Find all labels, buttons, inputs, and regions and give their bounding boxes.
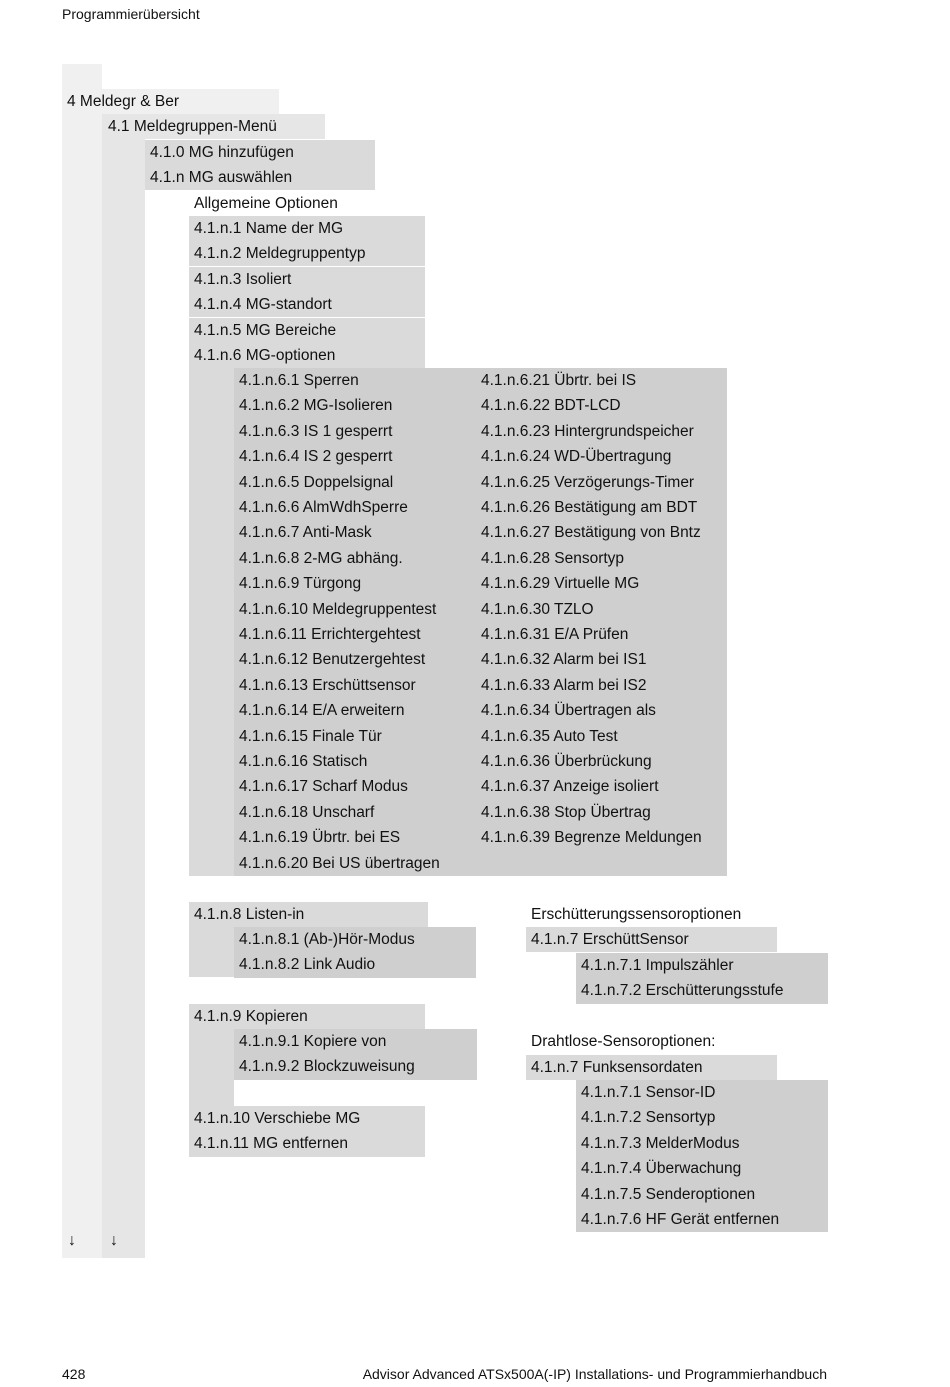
mg-option: 4.1.n.6.19 Übrtr. bei ES	[239, 829, 401, 847]
mg-option: 4.1.n.6.21 Übrtr. bei IS	[481, 372, 637, 389]
mg-option: 4.1.n.6.1 Sperren	[239, 372, 359, 389]
general-option: 4.1.n.1 Name der MG	[189, 216, 425, 241]
mg-option: 4.1.n.6.28 Sensortyp	[481, 549, 625, 567]
down-arrow-icon: ↓	[110, 1232, 118, 1249]
mg-option: 4.1.n.6.15 Finale Tür	[239, 727, 382, 745]
listen-in: 4.1.n.8 Listen-in	[189, 902, 428, 927]
wireless-option: 4.1.n.7.5 Senderoptionen	[581, 1185, 756, 1203]
mg-option: 4.1.n.6.4 IS 2 gesperrt	[239, 448, 393, 466]
mg-option: 4.1.n.6.32 Alarm bei IS1	[481, 651, 647, 669]
mg-option: 4.1.n.6.9 Türgong	[239, 575, 362, 593]
general-option: 4.1.n.2 Meldegruppentyp	[189, 241, 425, 266]
menu-root: 4 Meldegr & Ber	[62, 89, 279, 114]
wireless-option: 4.1.n.7.4 Überwachung	[581, 1160, 742, 1178]
general-option: 4.1.n.3 Isoliert	[189, 267, 425, 292]
shock-option: 4.1.n.7.2 Erschütterungsstufe	[581, 982, 784, 1000]
copy: 4.1.n.9 Kopieren	[189, 1004, 425, 1029]
wireless-option: 4.1.n.7.2 Sensortyp	[581, 1109, 716, 1127]
copy-option: 4.1.n.9.2 Blockzuweisung	[239, 1058, 415, 1076]
mg-option: 4.1.n.6.14 E/A erweitern	[239, 702, 405, 720]
mg-option: 4.1.n.6.17 Scharf Modus	[239, 778, 408, 796]
level1-bar	[102, 114, 145, 1258]
mg-option: 4.1.n.6.8 2-MG abhäng.	[239, 549, 403, 567]
level2-bar	[189, 368, 234, 876]
mg-option: 4.1.n.6.18 Unscharf	[239, 803, 375, 821]
level2-bar-listen	[189, 927, 234, 977]
mg-option: 4.1.n.6.35 Auto Test	[481, 727, 618, 745]
mg-option: 4.1.n.6.24 WD-Übertragung	[481, 448, 672, 466]
wireless-option: 4.1.n.7.6 HF Gerät entfernen	[581, 1211, 780, 1228]
mg-option: 4.1.n.6.36 Überbrückung	[481, 753, 652, 770]
mg-option: 4.1.n.6.2 MG-Isolieren	[239, 397, 393, 415]
mg-option: 4.1.n.6.37 Anzeige isoliert	[481, 778, 659, 796]
level0-bar	[62, 64, 102, 1258]
level2-bar-copy	[189, 1029, 234, 1106]
mg-option: 4.1.n.6.16 Statisch	[239, 753, 368, 770]
wireless-option: 4.1.n.7.3 MelderModus	[581, 1134, 740, 1152]
mg-option: 4.1.n.6.12 Benutzergehtest	[239, 651, 426, 669]
general-heading: Allgemeine Optionen	[194, 195, 338, 212]
mg-option: 4.1.n.6.11 Errichtergehtest	[239, 626, 421, 643]
mg-option: 4.1.n.6.7 Anti-Mask	[239, 524, 372, 542]
mg-option: 4.1.n.6.5 Doppelsignal	[239, 473, 394, 491]
shock-option: 4.1.n.7.1 Impulszähler	[581, 957, 734, 974]
shock-heading: Erschütterungssensoroptionen	[531, 906, 742, 923]
menu-sub: 4.1 Meldegruppen-Menü	[103, 114, 325, 139]
mg-option: 4.1.n.6.30 TZLO	[481, 600, 594, 618]
shock-sensor: 4.1.n.7 ErschüttSensor	[526, 927, 777, 952]
page-header: Programmierübersicht	[62, 6, 200, 22]
mg-option: 4.1.n.6.10 Meldegruppentest	[239, 600, 437, 618]
general-option: 4.1.n.5 MG Bereiche	[189, 318, 425, 343]
mg-option: 4.1.n.6.33 Alarm bei IS2	[481, 676, 647, 694]
mg-option: 4.1.n.6.25 Verzögerungs-Timer	[481, 473, 695, 491]
remove-mg: 4.1.n.11 MG entfernen	[189, 1131, 425, 1157]
page-number: 428	[62, 1366, 86, 1382]
listen-option: 4.1.n.8.2 Link Audio	[239, 956, 376, 974]
listen-option: 4.1.n.8.1 (Ab-)Hör-Modus	[239, 931, 415, 948]
copy-option: 4.1.n.9.1 Kopiere von	[239, 1033, 387, 1050]
menu-add: 4.1.0 MG hinzufügen	[145, 140, 375, 165]
general-option: 4.1.n.4 MG-standort	[189, 292, 425, 317]
mg-option: 4.1.n.6.20 Bei US übertragen	[239, 854, 440, 872]
mg-option: 4.1.n.6.29 Virtuelle MG	[481, 575, 640, 593]
move-mg: 4.1.n.10 Verschiebe MG	[189, 1106, 425, 1131]
wireless-data: 4.1.n.7 Funksensordaten	[526, 1055, 777, 1080]
general-option: 4.1.n.6 MG-optionen	[189, 343, 425, 368]
mg-option: 4.1.n.6.27 Bestätigung von Bntz	[481, 524, 701, 542]
mg-option: 4.1.n.6.23 Hintergrundspeicher	[481, 422, 694, 440]
mg-option: 4.1.n.6.13 Erschüttsensor	[239, 676, 416, 694]
mg-option: 4.1.n.6.31 E/A Prüfen	[481, 626, 629, 643]
wireless-option: 4.1.n.7.1 Sensor-ID	[581, 1084, 716, 1101]
book-title: Advisor Advanced ATSx500A(-IP) Installations- und Programmierhandbuch	[362, 1366, 827, 1382]
menu-select: 4.1.n MG auswählen	[145, 165, 375, 190]
down-arrow-icon: ↓	[68, 1232, 76, 1249]
mg-option: 4.1.n.6.22 BDT-LCD	[481, 397, 621, 415]
mg-option: 4.1.n.6.39 Begrenze Meldungen	[481, 829, 702, 847]
mg-option: 4.1.n.6.6 AlmWdhSperre	[239, 499, 408, 516]
mg-option: 4.1.n.6.38 Stop Übertrag	[481, 803, 651, 821]
mg-option: 4.1.n.6.26 Bestätigung am BDT	[481, 499, 698, 516]
mg-option: 4.1.n.6.3 IS 1 gesperrt	[239, 422, 393, 440]
wireless-heading: Drahtlose-Sensoroptionen:	[531, 1033, 716, 1050]
mg-option: 4.1.n.6.34 Übertragen als	[481, 702, 656, 720]
